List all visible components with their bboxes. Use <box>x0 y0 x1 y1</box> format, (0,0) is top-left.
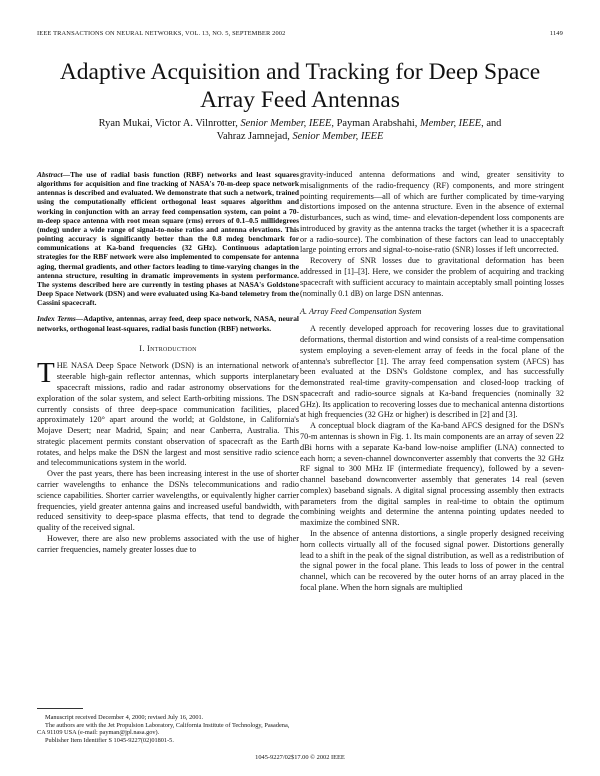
right-paragraph-4: A conceptual block diagram of the Ka-band AFCS designed for the DSN's 70-m antennas is shown in Fig. 1. Its main components are an array of seven 22 dBi horns with a separate Ka-band low-noise amplifier (LNA) connected to each horn; a seven-channel downconverter assembly that converts the 32 GHz RF signal to 300 MHz IF (intermediate frequency), followed by a seven-channel baseband downconverter assembly that generates 14 real (seven complex) baseband signals. A digital signal processing assembly then extracts parameters from the digital samples in real-time to obtain the optimum combining weights and determine the antenna pointing updates needed to maximize the combined SNR. <box>300 421 564 528</box>
author-names-3: Vahraz Jamnejad, <box>216 130 293 142</box>
author-names-1: Ryan Mukai, Victor A. Vilnrotter, <box>98 118 241 129</box>
intro-paragraph-1-text: HE NASA Deep Space Network (DSN) is an international network of steerable high-gain reflector antennas, which supports interplanetary spacecraft missions, radio and radar astronomy observations for the exploration of the solar system, and select Earth-orbiting missions. The DSN currently consists of three deep-space communication facilities, placed approximately 120° apart around the world; at Goldstone, in California's Mojave Desert; near Madrid, Spain; and near Canberra, Australia. This strategic placement permits constant observation of spacecraft as the Earth rotates, and helps make the DSN the largest and most sensitive radio science and telecommunications system in the world. <box>37 361 299 468</box>
journal-header: IEEE TRANSACTIONS ON NEURAL NETWORKS, VOL. 13, NO. 5, SEPTEMBER 2002 <box>37 30 286 37</box>
title-line-2: Array Feed Antennas <box>200 87 400 113</box>
footnote-manuscript: Manuscript received December 4, 2000; revised July 16, 2001. <box>45 714 204 721</box>
right-paragraph-1: gravity-induced antenna deformations and wind, greater sensitivity to misalignments of the radio-frequency (RF) components, and more stringent pointing requirements—all of which are further complicated by time-varying distortions imposed on the antenna structure. Even in the absence of external disturbances, such as wind, time- and elevation-dependent loss components are introduced by gravity as the antenna tracks the target (whether it is a spacecraft or a radio-source). The combination of these factors can lead to unacceptably large pointing errors and signal-to-noise-ratio (SNR) losses if left uncorrected. <box>300 170 564 255</box>
page-number: 1149 <box>549 30 563 37</box>
intro-paragraph-3: However, there are also new problems associated with the use of higher carrier frequencies, namely greater losses due to <box>37 533 299 554</box>
abstract-label: Abstract— <box>37 170 71 179</box>
index-terms-text: Adaptive, antennas, array feed, deep space network, NASA, neural networks, orthogonal least-squares, radial basis function (RBF) networks. <box>37 314 299 333</box>
section-number: I. <box>139 343 148 353</box>
index-terms-label: Index Terms— <box>37 314 84 324</box>
abstract <box>37 170 299 307</box>
drop-cap: T <box>37 357 55 390</box>
copyright-footer: 1045-9227/02$17.00 © 2002 IEEE <box>255 754 345 761</box>
footnote-affiliation: The authors are with the Jet Propulsion Laboratory, California Institute of Technology, Pasadena, CA 91109 USA (e-mail: payman@jpl.nasa.gov). <box>37 721 290 737</box>
index-terms <box>37 314 299 332</box>
author-line-1 <box>60 118 540 131</box>
left-column <box>37 170 299 556</box>
title-line-1: Adaptive Acquisition and Tracking for Deep Space <box>59 59 541 85</box>
intro-paragraph-2: Over the past years, there has been increasing interest in the use of shorter carrier wavelengths to enhance the DSNs telecommunications and radio science capabilities. Shorter carrier wavelengths, or equivalently higher carrier frequencies, yield greater antenna gains and increased useful bandwidth, with reduced sensitivity to deep-space plasma effects, that tend to degrade the quality of the received signal. <box>37 469 299 533</box>
author-and: , and <box>481 118 502 129</box>
intro-paragraph-1 <box>37 357 299 469</box>
section-heading-introduction <box>37 344 299 355</box>
author-line-2 <box>60 131 540 144</box>
footnotes <box>37 714 299 744</box>
author-list <box>60 118 540 143</box>
running-header <box>37 30 563 40</box>
right-paragraph-2: Recovery of SNR losses due to gravitational deformation has been addressed in [1]–[3]. Here, we consider the problem of acquiring and tracking spacecraft with sufficient accuracy to maintain acceptably small pointing losses (nominally 0.1 dB) on large DSN antennas. <box>300 256 564 298</box>
author-names-2: , Payman Arabshahi, <box>331 118 420 129</box>
right-column <box>300 170 564 594</box>
paper-title <box>0 58 600 114</box>
author-role-3: Senior Member, IEEE <box>292 130 384 142</box>
abstract-text: The use of radial basis function (RBF) networks and least squares algorithms for acquisition and fine tracking of NASA's 70-m-deep space network antennas is described and evaluated. We demonstrate that such a network, trained using the computationally efficient orthogonal least squares algorithm and working in conjunction with an array feed compensation system, can point a 70-m-deep space antenna with root mean square (rms) errors of 0.1–0.5 millidegrees (mdeg) under a wide range of signal-to-noise ratios and antenna elevations. This pointing accuracy is significantly better than the 0.8 mdeg benchmark for communications at Ka-band frequencies (32 GHz). Continuous adaptation strategies for the RBF network were also implemented to compensate for antenna aging, thermal gradients, and other factors leading to time-varying changes in the antenna structure, resulting in dramatic improvements in system performance. The systems described here are currently in testing phases at NASA's Goldstone Deep Space Network (DSN) and were evaluated using Ka-band telemetry from the Cassini spacecraft. <box>37 170 299 308</box>
subsection-heading: A. Array Feed Compensation System <box>300 307 422 317</box>
footnote-divider <box>37 708 83 709</box>
right-paragraph-3: A recently developed approach for recovering losses due to gravitational deformations, thermal distortion and wind consists of a real-time compensation system employing a seven-element array of feeds in the focal plane of the antenna's subreflector [1]. The array feed compensation system (AFCS) has been evaluated at the DSN's Goldstone complex, and has successfully demonstrated real-time gravity-compensation and closed-loop tracking of spacecraft and radio-source signals at Ka-band frequencies (nominally 32 GHz). Its application to recovering losses due to mechanical antenna distortions at high frequencies (32 GHz or higher) is described in [2] and [3]. <box>300 324 564 420</box>
footnote-identifier: Publisher Item Identifier S 1045-9227(02)01801-5. <box>45 736 174 744</box>
author-role-2: Member, IEEE <box>419 118 482 129</box>
author-role-1: Senior Member, IEEE <box>240 118 332 129</box>
section-title: Introduction <box>147 343 197 353</box>
right-paragraph-5: In the absence of antenna distortions, a single properly designed receiving horn collects virtually all of the focused signal power. Distortions generally lead to a shift in the peak of the signal distribution, as well as a redistribution of the signal power in the focal plane. This leads to loss of power in the central channel, which can be recovered by the outer horns of an array placed in the focal plane. When the horn signals are multiplied <box>300 529 564 592</box>
